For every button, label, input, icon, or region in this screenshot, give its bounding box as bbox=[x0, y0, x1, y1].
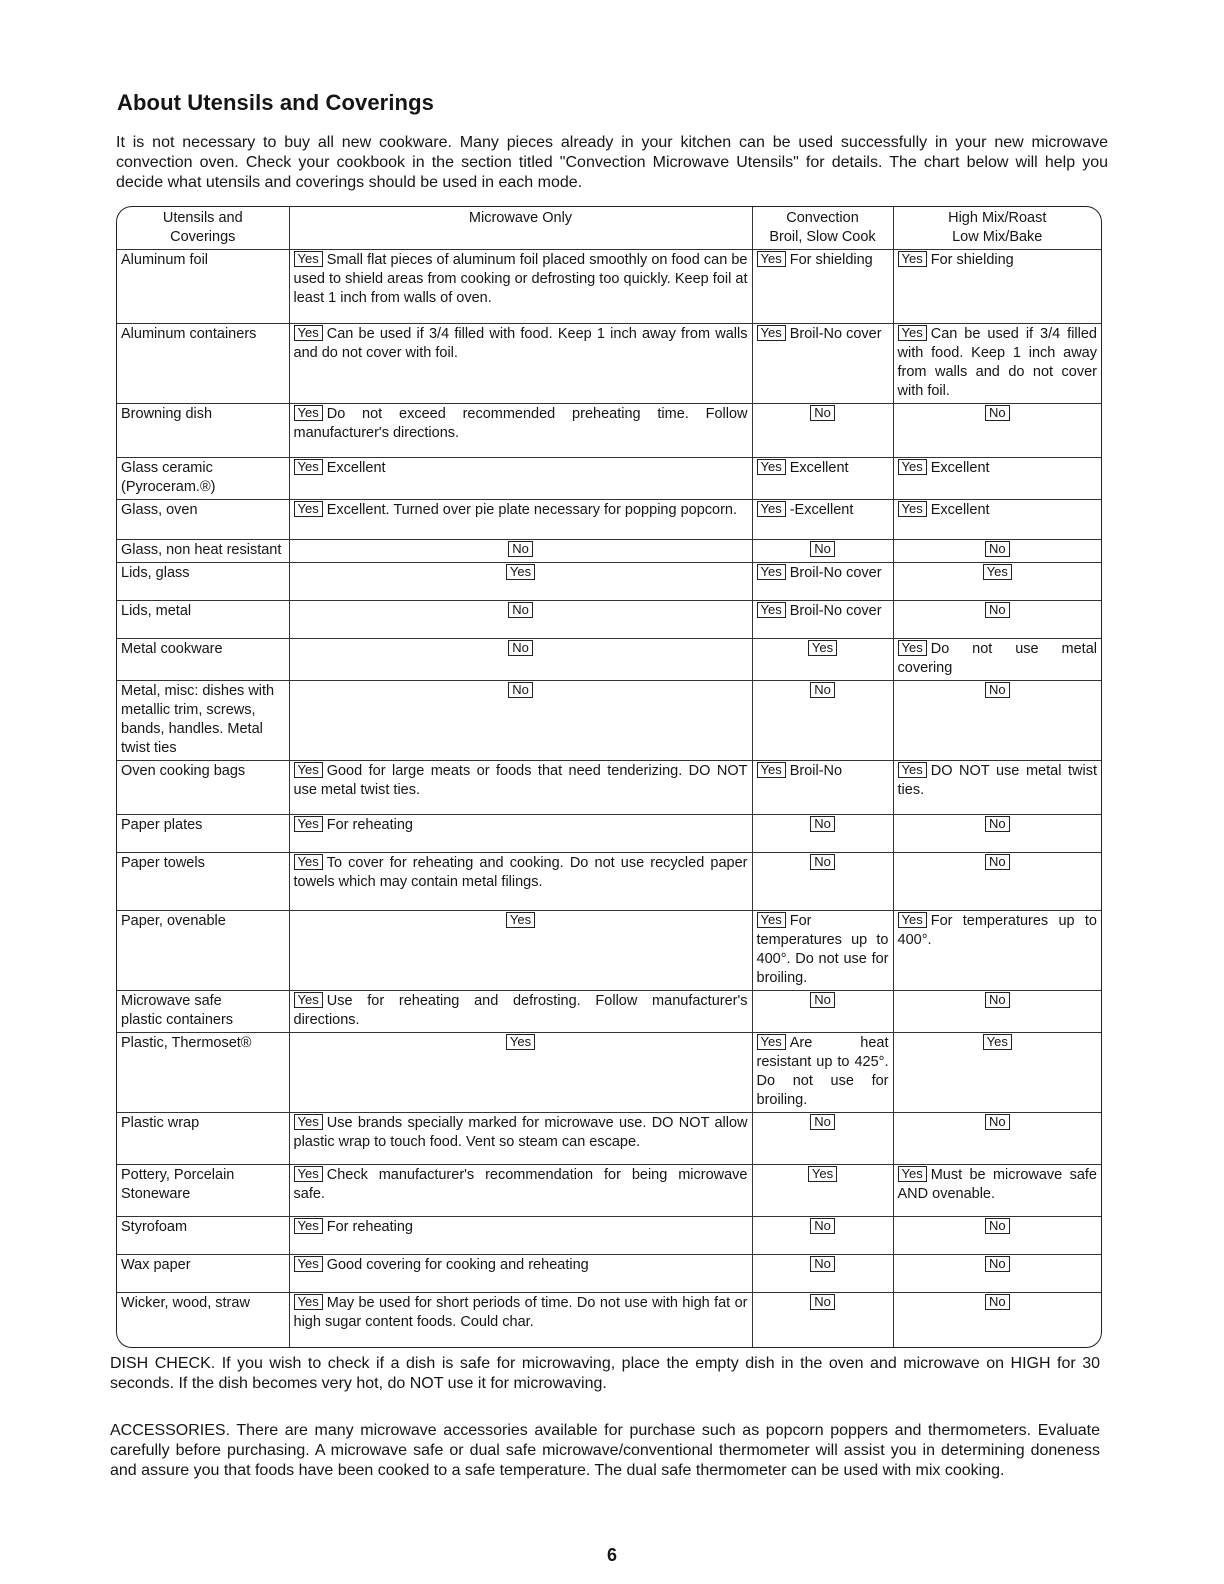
mix-cell bbox=[893, 853, 1101, 911]
header-convection-line2: Broil, Slow Cook bbox=[769, 229, 876, 245]
microwave-cell bbox=[289, 1217, 752, 1255]
yes-badge: Yes bbox=[808, 1166, 837, 1182]
microwave-note: May be used for short periods of time. Do not use with high fat or high sugar content foods. Could char. bbox=[293, 1295, 748, 1330]
mix-cell bbox=[893, 1033, 1101, 1113]
no-badge: No bbox=[985, 992, 1010, 1008]
convection-note: For shielding bbox=[789, 252, 873, 268]
mix-note: Excellent bbox=[930, 502, 990, 518]
yes-badge: Yes bbox=[294, 1218, 323, 1234]
mix-cell bbox=[893, 404, 1101, 458]
mix-note: DO NOT use metal twist ties. bbox=[897, 763, 1097, 798]
utensil-name: Wax paper bbox=[121, 1257, 191, 1273]
utensil-name: Pottery, Porcelain bbox=[121, 1167, 235, 1183]
yes-badge: Yes bbox=[294, 816, 323, 832]
utensil-name-cell bbox=[117, 1255, 289, 1293]
mix-cell bbox=[893, 500, 1101, 540]
yes-badge: Yes bbox=[294, 1114, 323, 1130]
utensil-name: Paper plates bbox=[121, 817, 203, 833]
mix-cell bbox=[893, 540, 1101, 563]
utensil-name: Oven cooking bags bbox=[121, 763, 246, 779]
mix-cell bbox=[893, 1293, 1101, 1347]
microwave-cell bbox=[289, 853, 752, 911]
convection-note: Broil-No cover bbox=[789, 326, 882, 342]
yes-badge: Yes bbox=[898, 251, 927, 267]
table-row bbox=[117, 540, 1101, 563]
header-convection-line1: Convection bbox=[786, 210, 859, 226]
mix-cell bbox=[893, 639, 1101, 681]
mix-note: Can be used if 3/4 filled with food. Keep 1 inch away from walls and do not cover with foil. bbox=[897, 326, 1097, 399]
table-row bbox=[117, 563, 1101, 601]
table-row bbox=[117, 639, 1101, 681]
convection-cell bbox=[752, 1255, 893, 1293]
mix-cell bbox=[893, 761, 1101, 815]
mix-cell bbox=[893, 1165, 1101, 1217]
no-badge: No bbox=[985, 602, 1010, 618]
table-row bbox=[117, 991, 1101, 1033]
header-utensils bbox=[117, 207, 289, 250]
yes-badge: Yes bbox=[506, 1034, 535, 1050]
convection-cell bbox=[752, 458, 893, 500]
mix-cell bbox=[893, 324, 1101, 404]
table-row bbox=[117, 853, 1101, 911]
table-body bbox=[117, 250, 1101, 1347]
utensil-name: Glass, oven bbox=[121, 502, 198, 518]
header-convection bbox=[752, 207, 893, 250]
no-badge: No bbox=[508, 682, 533, 698]
convection-cell bbox=[752, 1033, 893, 1113]
utensil-name-cell bbox=[117, 991, 289, 1033]
microwave-cell bbox=[289, 1255, 752, 1293]
microwave-cell bbox=[289, 1293, 752, 1347]
microwave-cell bbox=[289, 1113, 752, 1165]
convection-cell bbox=[752, 250, 893, 324]
utensil-name: Wicker, wood, straw bbox=[121, 1295, 250, 1311]
convection-note: Broil-No cover bbox=[789, 565, 882, 581]
yes-badge: Yes bbox=[757, 325, 786, 341]
utensil-name-cell bbox=[117, 1293, 289, 1347]
no-badge: No bbox=[810, 854, 835, 870]
microwave-note: To cover for reheating and cooking. Do not use recycled paper towels which may contain metal filings. bbox=[293, 855, 748, 890]
no-badge: No bbox=[985, 682, 1010, 698]
microwave-cell bbox=[289, 815, 752, 853]
convection-cell bbox=[752, 500, 893, 540]
yes-badge: Yes bbox=[898, 501, 927, 517]
header-utensils-line2: Coverings bbox=[170, 229, 236, 245]
no-badge: No bbox=[508, 640, 533, 656]
page-title: About Utensils and Coverings bbox=[117, 90, 434, 115]
microwave-note: Excellent bbox=[326, 460, 386, 476]
no-badge: No bbox=[810, 992, 835, 1008]
mix-cell bbox=[893, 1255, 1101, 1293]
no-badge: No bbox=[810, 405, 835, 421]
no-badge: No bbox=[810, 1256, 835, 1272]
microwave-cell bbox=[289, 458, 752, 500]
no-badge: No bbox=[810, 682, 835, 698]
table-row bbox=[117, 324, 1101, 404]
header-mix-line1: High Mix/Roast bbox=[948, 210, 1047, 226]
yes-badge: Yes bbox=[294, 325, 323, 341]
yes-badge: Yes bbox=[898, 912, 927, 928]
table-row bbox=[117, 1165, 1101, 1217]
yes-badge: Yes bbox=[294, 1166, 323, 1182]
table-row bbox=[117, 1255, 1101, 1293]
yes-badge: Yes bbox=[757, 564, 786, 580]
utensil-name-cell bbox=[117, 761, 289, 815]
utensil-name-cell bbox=[117, 911, 289, 991]
microwave-cell bbox=[289, 911, 752, 991]
no-badge: No bbox=[985, 541, 1010, 557]
no-badge: No bbox=[985, 854, 1010, 870]
convection-note: Broil-No bbox=[789, 763, 843, 779]
table-row bbox=[117, 1217, 1101, 1255]
mix-cell bbox=[893, 1113, 1101, 1165]
utensil-name: Plastic, Thermoset® bbox=[121, 1035, 252, 1051]
yes-badge: Yes bbox=[757, 762, 786, 778]
utensil-name-cell bbox=[117, 540, 289, 563]
utensil-name-cell bbox=[117, 681, 289, 761]
table-row bbox=[117, 250, 1101, 324]
utensil-name: Stoneware bbox=[121, 1186, 191, 1202]
microwave-note: Do not exceed recommended preheating time. Follow manufacturer's directions. bbox=[293, 406, 748, 441]
table-row bbox=[117, 1113, 1101, 1165]
no-badge: No bbox=[508, 602, 533, 618]
utensil-name: Lids, metal bbox=[121, 603, 192, 619]
header-microwave-only bbox=[289, 207, 752, 250]
header-microwave-line1: Microwave Only bbox=[468, 210, 573, 226]
utensil-name: Styrofoam bbox=[121, 1219, 188, 1235]
utensil-name: Plastic wrap bbox=[121, 1115, 200, 1131]
microwave-note: Good covering for cooking and reheating bbox=[326, 1257, 589, 1273]
mix-cell bbox=[893, 991, 1101, 1033]
yes-badge: Yes bbox=[983, 564, 1012, 580]
no-badge: No bbox=[985, 405, 1010, 421]
no-badge: No bbox=[985, 1114, 1010, 1130]
utensil-name: Lids, glass bbox=[121, 565, 190, 581]
mix-note: Do not use metal covering bbox=[897, 641, 1097, 676]
yes-badge: Yes bbox=[294, 501, 323, 517]
microwave-cell bbox=[289, 404, 752, 458]
mix-note: For shielding bbox=[930, 252, 1014, 268]
table-row bbox=[117, 681, 1101, 761]
table-row bbox=[117, 500, 1101, 540]
microwave-cell bbox=[289, 991, 752, 1033]
no-badge: No bbox=[810, 1218, 835, 1234]
convection-cell bbox=[752, 1113, 893, 1165]
utensil-name: Glass ceramic bbox=[121, 460, 213, 476]
table-row bbox=[117, 458, 1101, 500]
utensil-name-cell bbox=[117, 1165, 289, 1217]
convection-note: Broil-No cover bbox=[789, 603, 882, 619]
header-utensils-line1: Utensils and bbox=[162, 210, 243, 226]
microwave-cell bbox=[289, 1033, 752, 1113]
yes-badge: Yes bbox=[294, 992, 323, 1008]
microwave-cell bbox=[289, 324, 752, 404]
yes-badge: Yes bbox=[757, 602, 786, 618]
microwave-note: Check manufacturer's recommendation for being microwave safe. bbox=[293, 1167, 748, 1202]
page-number: 6 bbox=[606, 1545, 617, 1565]
mix-cell bbox=[893, 563, 1101, 601]
header-mix bbox=[893, 207, 1101, 250]
yes-badge: Yes bbox=[898, 1166, 927, 1182]
microwave-cell bbox=[289, 601, 752, 639]
accessories-paragraph: ACCESSORIES. There are many microwave accessories available for purchase such as popcorn poppers and thermometers. Evaluate carefully before purchasing. A microwave safe or dual safe microwave/conventional thermometer will assist you in determining doneness and assure you that foods have been cooked to a safe temperature. The dual safe thermometer can be used with mix cooking. bbox=[110, 1422, 1100, 1479]
convection-cell bbox=[752, 911, 893, 991]
convection-cell bbox=[752, 681, 893, 761]
utensil-name: Aluminum containers bbox=[121, 326, 257, 342]
utensil-name-cell bbox=[117, 853, 289, 911]
yes-badge: Yes bbox=[506, 912, 535, 928]
convection-cell bbox=[752, 991, 893, 1033]
convection-cell bbox=[752, 1217, 893, 1255]
microwave-note: Use brands specially marked for microwave use. DO NOT allow plastic wrap to touch food. Vent so steam can escape. bbox=[293, 1115, 748, 1150]
header-mix-line2: Low Mix/Bake bbox=[952, 229, 1043, 245]
yes-badge: Yes bbox=[506, 564, 535, 580]
convection-cell bbox=[752, 639, 893, 681]
microwave-note: Can be used if 3/4 filled with food. Keep 1 inch away from walls and do not cover with foil. bbox=[293, 326, 748, 361]
microwave-note: Small flat pieces of aluminum foil placed smoothly on food can be used to shield areas from cooking or defrosting too quickly. Keep foil at least 1 inch from walls of oven. bbox=[293, 252, 748, 306]
utensil-name-cell bbox=[117, 458, 289, 500]
utensil-name: Aluminum foil bbox=[121, 252, 209, 268]
mix-cell bbox=[893, 815, 1101, 853]
intro-paragraph: It is not necessary to buy all new cookware. Many pieces already in your kitchen can be used successfully in your new microwave convection oven. Check your cookbook in the section titled "Convection Microwave Utensils" for details. The chart below will help you decide what utensils and coverings should be used in each mode. bbox=[116, 134, 1108, 191]
microwave-cell bbox=[289, 540, 752, 563]
convection-note: For temperatures up to 400°. Do not use for broiling. bbox=[756, 913, 889, 986]
convection-cell bbox=[752, 563, 893, 601]
microwave-note: Use for reheating and defrosting. Follow manufacturer's directions. bbox=[293, 993, 748, 1028]
table-row bbox=[117, 911, 1101, 991]
no-badge: No bbox=[985, 1256, 1010, 1272]
table-row bbox=[117, 761, 1101, 815]
table-row bbox=[117, 1033, 1101, 1113]
microwave-cell bbox=[289, 681, 752, 761]
utensil-name-cell bbox=[117, 815, 289, 853]
no-badge: No bbox=[810, 1114, 835, 1130]
utensil-name-cell bbox=[117, 639, 289, 681]
yes-badge: Yes bbox=[898, 640, 927, 656]
utensil-name-cell bbox=[117, 601, 289, 639]
mix-note: Must be microwave safe AND ovenable. bbox=[897, 1167, 1097, 1202]
mix-cell bbox=[893, 601, 1101, 639]
convection-cell bbox=[752, 761, 893, 815]
microwave-cell bbox=[289, 1165, 752, 1217]
table-row bbox=[117, 815, 1101, 853]
microwave-cell bbox=[289, 563, 752, 601]
utensil-name: Paper, ovenable bbox=[121, 913, 226, 929]
table-row bbox=[117, 404, 1101, 458]
utensil-name: (Pyroceram.®) bbox=[121, 479, 216, 495]
utensil-name-cell bbox=[117, 404, 289, 458]
no-badge: No bbox=[985, 1294, 1010, 1310]
yes-badge: Yes bbox=[294, 405, 323, 421]
convection-cell bbox=[752, 540, 893, 563]
utensil-name: Glass, non heat resistant bbox=[121, 542, 282, 558]
utensil-name-cell bbox=[117, 1113, 289, 1165]
yes-badge: Yes bbox=[898, 762, 927, 778]
microwave-cell bbox=[289, 639, 752, 681]
utensils-chart bbox=[116, 206, 1102, 1348]
convection-cell bbox=[752, 601, 893, 639]
yes-badge: Yes bbox=[294, 854, 323, 870]
mix-note: For temperatures up to 400°. bbox=[897, 913, 1097, 948]
no-badge: No bbox=[985, 1218, 1010, 1234]
utensils-table bbox=[117, 207, 1101, 1347]
dish-check-paragraph: DISH CHECK. If you wish to check if a dish is safe for microwaving, place the empty dish in the oven and microwave on HIGH for 30 seconds. If the dish becomes very hot, do NOT use it for microwaving. bbox=[110, 1355, 1100, 1392]
utensil-name: Metal, misc: dishes with metallic trim, screws, bands, handles. Metal twist ties bbox=[121, 683, 275, 756]
mix-cell bbox=[893, 911, 1101, 991]
yes-badge: Yes bbox=[898, 459, 927, 475]
yes-badge: Yes bbox=[294, 1294, 323, 1310]
convection-cell bbox=[752, 404, 893, 458]
no-badge: No bbox=[810, 1294, 835, 1310]
no-badge: No bbox=[810, 541, 835, 557]
yes-badge: Yes bbox=[757, 459, 786, 475]
microwave-note: Excellent. Turned over pie plate necessary for popping popcorn. bbox=[326, 502, 737, 518]
mix-note: Excellent bbox=[930, 460, 990, 476]
yes-badge: Yes bbox=[294, 762, 323, 778]
convection-cell bbox=[752, 1165, 893, 1217]
yes-badge: Yes bbox=[294, 459, 323, 475]
utensil-name-cell bbox=[117, 324, 289, 404]
utensil-name-cell bbox=[117, 1033, 289, 1113]
microwave-cell bbox=[289, 500, 752, 540]
microwave-note: For reheating bbox=[326, 1219, 413, 1235]
convection-cell bbox=[752, 324, 893, 404]
microwave-cell bbox=[289, 250, 752, 324]
mix-cell bbox=[893, 681, 1101, 761]
yes-badge: Yes bbox=[757, 912, 786, 928]
convection-note: -Excellent bbox=[789, 502, 854, 518]
yes-badge: Yes bbox=[294, 251, 323, 267]
mix-cell bbox=[893, 250, 1101, 324]
utensil-name: Paper towels bbox=[121, 855, 205, 871]
utensil-name-cell bbox=[117, 500, 289, 540]
no-badge: No bbox=[985, 816, 1010, 832]
microwave-note: For reheating bbox=[326, 817, 413, 833]
utensil-name-cell bbox=[117, 563, 289, 601]
yes-badge: Yes bbox=[757, 251, 786, 267]
mix-cell bbox=[893, 1217, 1101, 1255]
mix-cell bbox=[893, 458, 1101, 500]
utensil-name: plastic containers bbox=[121, 1012, 234, 1028]
convection-cell bbox=[752, 853, 893, 911]
utensil-name: Metal cookware bbox=[121, 641, 223, 657]
table-row bbox=[117, 1293, 1101, 1347]
yes-badge: Yes bbox=[757, 501, 786, 517]
no-badge: No bbox=[508, 541, 533, 557]
convection-cell bbox=[752, 1293, 893, 1347]
yes-badge: Yes bbox=[983, 1034, 1012, 1050]
utensil-name: Browning dish bbox=[121, 406, 213, 422]
utensil-name: Microwave safe bbox=[121, 993, 222, 1009]
table-row bbox=[117, 601, 1101, 639]
utensil-name-cell bbox=[117, 1217, 289, 1255]
microwave-cell bbox=[289, 761, 752, 815]
yes-badge: Yes bbox=[294, 1256, 323, 1272]
yes-badge: Yes bbox=[898, 325, 927, 341]
convection-note: Are heat resistant up to 425°. Do not use for broiling. bbox=[756, 1035, 889, 1108]
microwave-note: Good for large meats or foods that need tenderizing. DO NOT use metal twist ties. bbox=[293, 763, 748, 798]
yes-badge: Yes bbox=[757, 1034, 786, 1050]
no-badge: No bbox=[810, 816, 835, 832]
convection-note: Excellent bbox=[789, 460, 849, 476]
yes-badge: Yes bbox=[808, 640, 837, 656]
header-row bbox=[117, 207, 1101, 250]
utensil-name-cell bbox=[117, 250, 289, 324]
convection-cell bbox=[752, 815, 893, 853]
